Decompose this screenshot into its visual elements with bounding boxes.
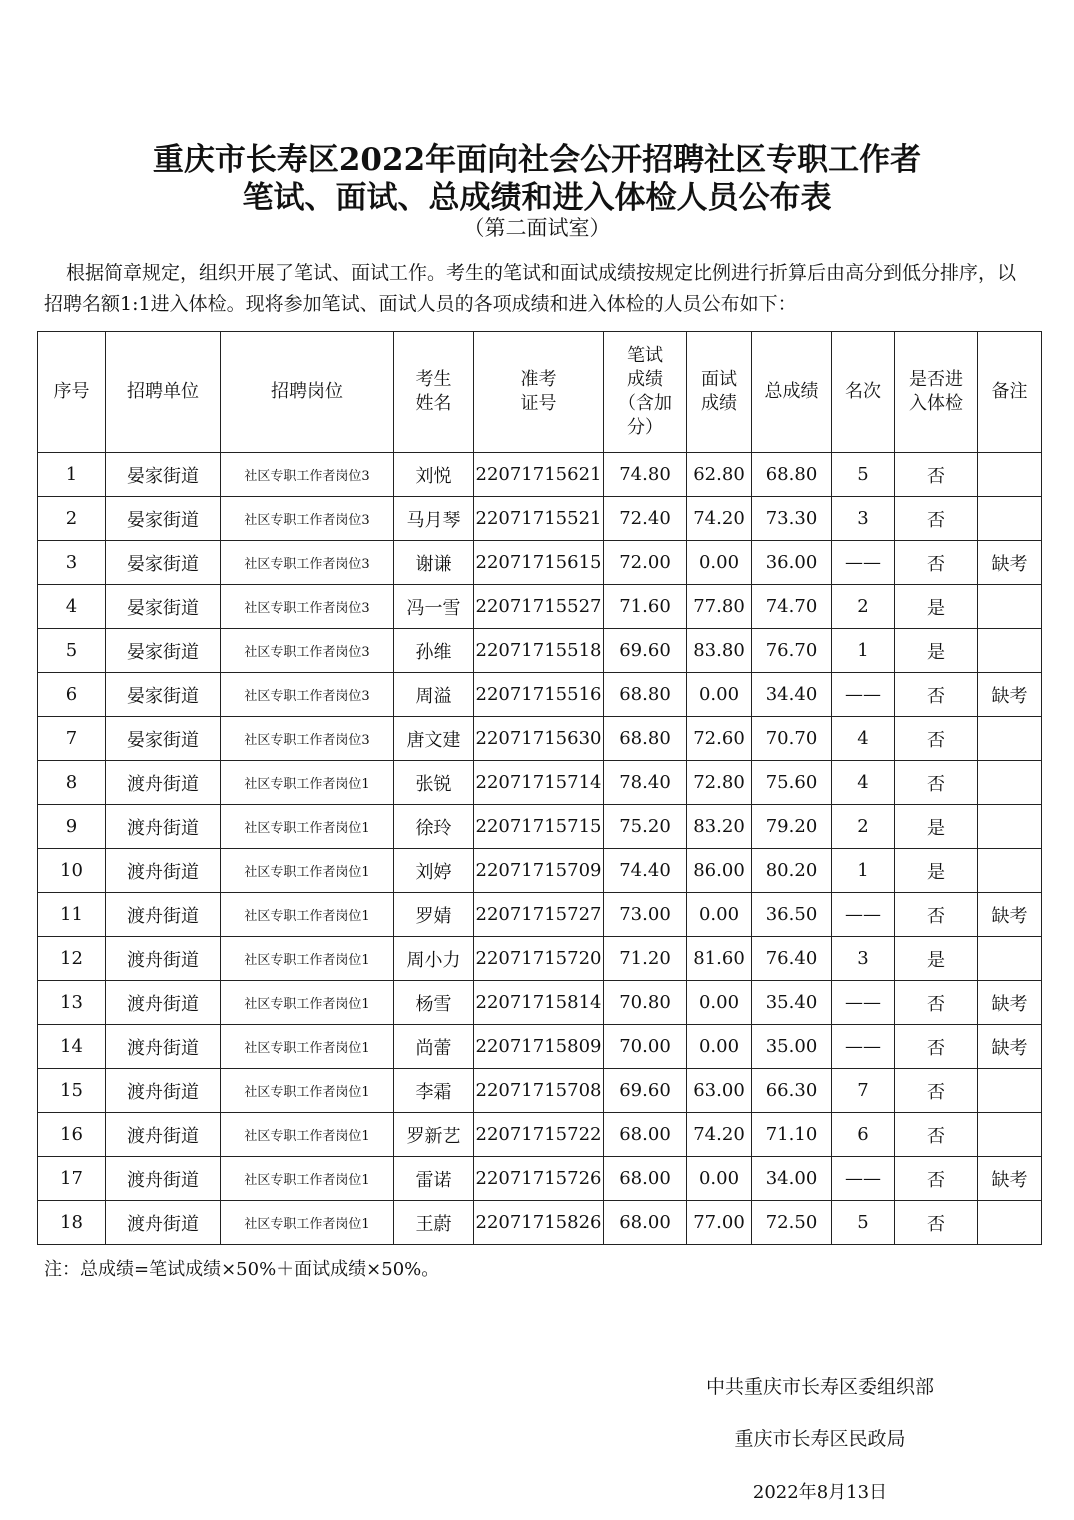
cell-col-ticket: 22071715518 <box>474 629 604 673</box>
cell-col-interview: 83.20 <box>687 805 752 849</box>
cell-col-name: 徐玲 <box>394 805 474 849</box>
cell-col-ticket: 22071715826 <box>474 1201 604 1245</box>
cell-col-index: 3 <box>38 541 106 585</box>
cell-col-unit: 渡舟街道 <box>106 1025 221 1069</box>
cell-col-position: 社区专职工作者岗位1 <box>221 937 394 981</box>
cell-col-index: 6 <box>38 673 106 717</box>
cell-col-remark <box>978 585 1042 629</box>
cell-col-position: 社区专职工作者岗位1 <box>221 761 394 805</box>
cell-col-index: 15 <box>38 1069 106 1113</box>
cell-col-physical: 否 <box>895 981 978 1025</box>
cell-col-total: 73.30 <box>752 497 832 541</box>
cell-col-remark <box>978 805 1042 849</box>
cell-col-total: 71.10 <box>752 1113 832 1157</box>
cell-col-index: 16 <box>38 1113 106 1157</box>
cell-col-rank: —— <box>832 981 895 1025</box>
table-row <box>38 1157 1042 1201</box>
cell-col-name: 马月琴 <box>394 497 474 541</box>
header-col-unit: 招聘单位 <box>106 332 221 453</box>
cell-col-remark: 缺考 <box>978 1025 1042 1069</box>
cell-col-physical: 否 <box>895 893 978 937</box>
signature-date: 2022年8月13日 <box>752 1482 888 1503</box>
cell-col-written: 72.40 <box>604 497 687 541</box>
cell-col-index: 13 <box>38 981 106 1025</box>
cell-col-remark: 缺考 <box>978 541 1042 585</box>
cell-col-ticket: 22071715715 <box>474 805 604 849</box>
cell-col-remark <box>978 849 1042 893</box>
cell-col-physical: 否 <box>895 761 978 805</box>
cell-col-interview: 0.00 <box>687 1157 752 1201</box>
cell-col-physical: 否 <box>895 497 978 541</box>
cell-col-name: 冯一雪 <box>394 585 474 629</box>
cell-col-total: 74.70 <box>752 585 832 629</box>
cell-col-interview: 83.80 <box>687 629 752 673</box>
cell-col-rank: 7 <box>832 1069 895 1113</box>
cell-col-rank: 3 <box>832 937 895 981</box>
cell-col-physical: 是 <box>895 805 978 849</box>
cell-col-rank: 5 <box>832 1201 895 1245</box>
cell-col-written: 71.60 <box>604 585 687 629</box>
cell-col-index: 7 <box>38 717 106 761</box>
table-row <box>38 1069 1042 1113</box>
cell-col-unit: 晏家街道 <box>106 585 221 629</box>
cell-col-written: 71.20 <box>604 937 687 981</box>
cell-col-physical: 是 <box>895 585 978 629</box>
cell-col-ticket: 22071715726 <box>474 1157 604 1201</box>
cell-col-position: 社区专职工作者岗位1 <box>221 849 394 893</box>
cell-col-position: 社区专职工作者岗位3 <box>221 497 394 541</box>
cell-col-name: 雷诺 <box>394 1157 474 1201</box>
cell-col-ticket: 22071715630 <box>474 717 604 761</box>
cell-col-index: 9 <box>38 805 106 849</box>
cell-col-total: 34.00 <box>752 1157 832 1201</box>
cell-col-name: 杨雪 <box>394 981 474 1025</box>
table-row <box>38 849 1042 893</box>
cell-col-written: 73.00 <box>604 893 687 937</box>
cell-col-position: 社区专职工作者岗位3 <box>221 673 394 717</box>
table-row <box>38 1201 1042 1245</box>
cell-col-name: 周小力 <box>394 937 474 981</box>
cell-col-ticket: 22071715521 <box>474 497 604 541</box>
cell-col-unit: 渡舟街道 <box>106 849 221 893</box>
cell-col-interview: 86.00 <box>687 849 752 893</box>
table-row <box>38 541 1042 585</box>
cell-col-unit: 晏家街道 <box>106 673 221 717</box>
cell-col-position: 社区专职工作者岗位3 <box>221 585 394 629</box>
cell-col-rank: —— <box>832 1025 895 1069</box>
cell-col-interview: 0.00 <box>687 673 752 717</box>
cell-col-interview: 74.20 <box>687 497 752 541</box>
cell-col-ticket: 22071715814 <box>474 981 604 1025</box>
header-col-written: 笔试 成绩 （含加 分） <box>604 332 687 453</box>
header-col-total: 总成绩 <box>752 332 832 453</box>
cell-col-name: 王蔚 <box>394 1201 474 1245</box>
cell-col-unit: 渡舟街道 <box>106 1113 221 1157</box>
cell-col-rank: 5 <box>832 453 895 497</box>
cell-col-index: 10 <box>38 849 106 893</box>
cell-col-rank: 4 <box>832 717 895 761</box>
cell-col-written: 69.60 <box>604 629 687 673</box>
cell-col-unit: 渡舟街道 <box>106 893 221 937</box>
cell-col-written: 68.00 <box>604 1157 687 1201</box>
cell-col-name: 罗婧 <box>394 893 474 937</box>
cell-col-rank: 2 <box>832 805 895 849</box>
cell-col-name: 周溢 <box>394 673 474 717</box>
cell-col-physical: 是 <box>895 937 978 981</box>
cell-col-rank: 1 <box>832 629 895 673</box>
table-header-row <box>38 332 1042 453</box>
cell-col-ticket: 22071715809 <box>474 1025 604 1069</box>
cell-col-physical: 否 <box>895 1069 978 1113</box>
footnote: 注：总成绩=笔试成绩×50%＋面试成绩×50%。 <box>44 1259 440 1280</box>
cell-col-index: 2 <box>38 497 106 541</box>
cell-col-position: 社区专职工作者岗位3 <box>221 541 394 585</box>
cell-col-unit: 渡舟街道 <box>106 805 221 849</box>
cell-col-index: 4 <box>38 585 106 629</box>
table-row <box>38 585 1042 629</box>
cell-col-written: 74.80 <box>604 453 687 497</box>
cell-col-rank: 3 <box>832 497 895 541</box>
cell-col-total: 36.50 <box>752 893 832 937</box>
cell-col-remark: 缺考 <box>978 893 1042 937</box>
cell-col-ticket: 22071715708 <box>474 1069 604 1113</box>
table-row <box>38 1025 1042 1069</box>
cell-col-name: 刘婷 <box>394 849 474 893</box>
cell-col-position: 社区专职工作者岗位1 <box>221 1025 394 1069</box>
cell-col-position: 社区专职工作者岗位1 <box>221 1113 394 1157</box>
cell-col-rank: —— <box>832 1157 895 1201</box>
cell-col-ticket: 22071715621 <box>474 453 604 497</box>
table-row <box>38 629 1042 673</box>
cell-col-remark <box>978 497 1042 541</box>
table-row <box>38 717 1042 761</box>
header-col-physical: 是否进 入体检 <box>895 332 978 453</box>
cell-col-name: 唐文建 <box>394 717 474 761</box>
cell-col-index: 18 <box>38 1201 106 1245</box>
table-row <box>38 981 1042 1025</box>
header-col-interview: 面试 成绩 <box>687 332 752 453</box>
cell-col-unit: 渡舟街道 <box>106 981 221 1025</box>
cell-col-remark: 缺考 <box>978 981 1042 1025</box>
cell-col-total: 80.20 <box>752 849 832 893</box>
cell-col-name: 罗新艺 <box>394 1113 474 1157</box>
cell-col-physical: 否 <box>895 453 978 497</box>
cell-col-interview: 0.00 <box>687 541 752 585</box>
cell-col-physical: 否 <box>895 673 978 717</box>
cell-col-physical: 否 <box>895 717 978 761</box>
cell-col-rank: 6 <box>832 1113 895 1157</box>
cell-col-written: 68.80 <box>604 673 687 717</box>
cell-col-index: 8 <box>38 761 106 805</box>
cell-col-written: 72.00 <box>604 541 687 585</box>
cell-col-ticket: 22071715720 <box>474 937 604 981</box>
cell-col-interview: 0.00 <box>687 981 752 1025</box>
cell-col-remark <box>978 629 1042 673</box>
table-row <box>38 937 1042 981</box>
cell-col-position: 社区专职工作者岗位1 <box>221 1069 394 1113</box>
page-title-line2: 笔试、面试、总成绩和进入体检人员公布表 <box>242 180 832 216</box>
cell-col-interview: 77.00 <box>687 1201 752 1245</box>
cell-col-ticket: 22071715615 <box>474 541 604 585</box>
cell-col-name: 尚蕾 <box>394 1025 474 1069</box>
cell-col-position: 社区专职工作者岗位1 <box>221 981 394 1025</box>
cell-col-index: 11 <box>38 893 106 937</box>
cell-col-interview: 81.60 <box>687 937 752 981</box>
cell-col-written: 68.00 <box>604 1201 687 1245</box>
cell-col-ticket: 22071715714 <box>474 761 604 805</box>
cell-col-rank: 1 <box>832 849 895 893</box>
cell-col-rank: —— <box>832 893 895 937</box>
cell-col-unit: 晏家街道 <box>106 497 221 541</box>
cell-col-total: 66.30 <box>752 1069 832 1113</box>
table-row <box>38 673 1042 717</box>
cell-col-unit: 晏家街道 <box>106 541 221 585</box>
header-col-index: 序号 <box>38 332 106 453</box>
table-row <box>38 497 1042 541</box>
cell-col-position: 社区专职工作者岗位1 <box>221 893 394 937</box>
signature-org-2: 重庆市长寿区民政局 <box>734 1428 906 1450</box>
cell-col-physical: 是 <box>895 849 978 893</box>
cell-col-rank: —— <box>832 673 895 717</box>
cell-col-total: 35.40 <box>752 981 832 1025</box>
cell-col-written: 78.40 <box>604 761 687 805</box>
cell-col-written: 75.20 <box>604 805 687 849</box>
cell-col-remark <box>978 1201 1042 1245</box>
cell-col-position: 社区专职工作者岗位1 <box>221 1201 394 1245</box>
cell-col-remark <box>978 717 1042 761</box>
cell-col-index: 17 <box>38 1157 106 1201</box>
cell-col-total: 70.70 <box>752 717 832 761</box>
cell-col-name: 张锐 <box>394 761 474 805</box>
header-col-position: 招聘岗位 <box>221 332 394 453</box>
cell-col-interview: 62.80 <box>687 453 752 497</box>
cell-col-total: 68.80 <box>752 453 832 497</box>
cell-col-ticket: 22071715527 <box>474 585 604 629</box>
cell-col-remark: 缺考 <box>978 673 1042 717</box>
cell-col-total: 36.00 <box>752 541 832 585</box>
cell-col-index: 12 <box>38 937 106 981</box>
cell-col-rank: 2 <box>832 585 895 629</box>
cell-col-total: 34.40 <box>752 673 832 717</box>
cell-col-unit: 晏家街道 <box>106 717 221 761</box>
cell-col-position: 社区专职工作者岗位1 <box>221 1157 394 1201</box>
cell-col-physical: 否 <box>895 1157 978 1201</box>
cell-col-unit: 渡舟街道 <box>106 1157 221 1201</box>
cell-col-unit: 晏家街道 <box>106 629 221 673</box>
header-col-rank: 名次 <box>832 332 895 453</box>
table-row <box>38 453 1042 497</box>
cell-col-remark <box>978 1069 1042 1113</box>
cell-col-physical: 是 <box>895 629 978 673</box>
cell-col-ticket: 22071715709 <box>474 849 604 893</box>
cell-col-total: 76.70 <box>752 629 832 673</box>
cell-col-ticket: 22071715516 <box>474 673 604 717</box>
table-row <box>38 893 1042 937</box>
cell-col-rank: 4 <box>832 761 895 805</box>
table-row <box>38 1113 1042 1157</box>
cell-col-interview: 72.60 <box>687 717 752 761</box>
cell-col-remark: 缺考 <box>978 1157 1042 1201</box>
cell-col-unit: 渡舟街道 <box>106 1201 221 1245</box>
intro-paragraph: 根据简章规定，组织开展了笔试、面试工作。考生的笔试和面试成绩按规定比例进行折算后由高分到低分排序，以招聘名额1:1进入体检。现将参加笔试、面试人员的各项成绩和进入体检的人员公布如下： <box>44 262 1017 315</box>
cell-col-total: 75.60 <box>752 761 832 805</box>
cell-col-position: 社区专职工作者岗位3 <box>221 453 394 497</box>
table-row <box>38 805 1042 849</box>
cell-col-name: 刘悦 <box>394 453 474 497</box>
cell-col-unit: 渡舟街道 <box>106 761 221 805</box>
header-col-name: 考生 姓名 <box>394 332 474 453</box>
table-row <box>38 761 1042 805</box>
cell-col-rank: —— <box>832 541 895 585</box>
cell-col-remark <box>978 937 1042 981</box>
cell-col-physical: 否 <box>895 1201 978 1245</box>
cell-col-index: 1 <box>38 453 106 497</box>
cell-col-ticket: 22071715722 <box>474 1113 604 1157</box>
cell-col-name: 李霜 <box>394 1069 474 1113</box>
cell-col-total: 76.40 <box>752 937 832 981</box>
cell-col-unit: 渡舟街道 <box>106 1069 221 1113</box>
cell-col-written: 70.80 <box>604 981 687 1025</box>
cell-col-position: 社区专职工作者岗位1 <box>221 805 394 849</box>
cell-col-position: 社区专职工作者岗位3 <box>221 717 394 761</box>
cell-col-remark <box>978 761 1042 805</box>
cell-col-ticket: 22071715727 <box>474 893 604 937</box>
cell-col-interview: 0.00 <box>687 1025 752 1069</box>
signature-org-1: 中共重庆市长寿区委组织部 <box>705 1376 934 1398</box>
cell-col-remark <box>978 453 1042 497</box>
cell-col-total: 72.50 <box>752 1201 832 1245</box>
cell-col-interview: 74.20 <box>687 1113 752 1157</box>
cell-col-name: 谢谦 <box>394 541 474 585</box>
cell-col-remark <box>978 1113 1042 1157</box>
cell-col-interview: 72.80 <box>687 761 752 805</box>
cell-col-written: 68.00 <box>604 1113 687 1157</box>
cell-col-index: 5 <box>38 629 106 673</box>
page-subtitle: （第二面试室） <box>463 216 611 240</box>
cell-col-position: 社区专职工作者岗位3 <box>221 629 394 673</box>
page-title-line1: 重庆市长寿区2022年面向社会公开招聘社区专职工作者 <box>152 142 922 178</box>
cell-col-interview: 63.00 <box>687 1069 752 1113</box>
cell-col-total: 79.20 <box>752 805 832 849</box>
cell-col-index: 14 <box>38 1025 106 1069</box>
cell-col-written: 68.80 <box>604 717 687 761</box>
results-table <box>37 331 1042 1245</box>
cell-col-physical: 否 <box>895 1025 978 1069</box>
cell-col-unit: 晏家街道 <box>106 453 221 497</box>
cell-col-written: 70.00 <box>604 1025 687 1069</box>
header-col-remark: 备注 <box>978 332 1042 453</box>
header-col-ticket: 准考 证号 <box>474 332 604 453</box>
cell-col-name: 孙维 <box>394 629 474 673</box>
cell-col-physical: 否 <box>895 541 978 585</box>
cell-col-total: 35.00 <box>752 1025 832 1069</box>
cell-col-interview: 0.00 <box>687 893 752 937</box>
cell-col-written: 69.60 <box>604 1069 687 1113</box>
cell-col-interview: 77.80 <box>687 585 752 629</box>
cell-col-written: 74.40 <box>604 849 687 893</box>
cell-col-unit: 渡舟街道 <box>106 937 221 981</box>
cell-col-physical: 否 <box>895 1113 978 1157</box>
